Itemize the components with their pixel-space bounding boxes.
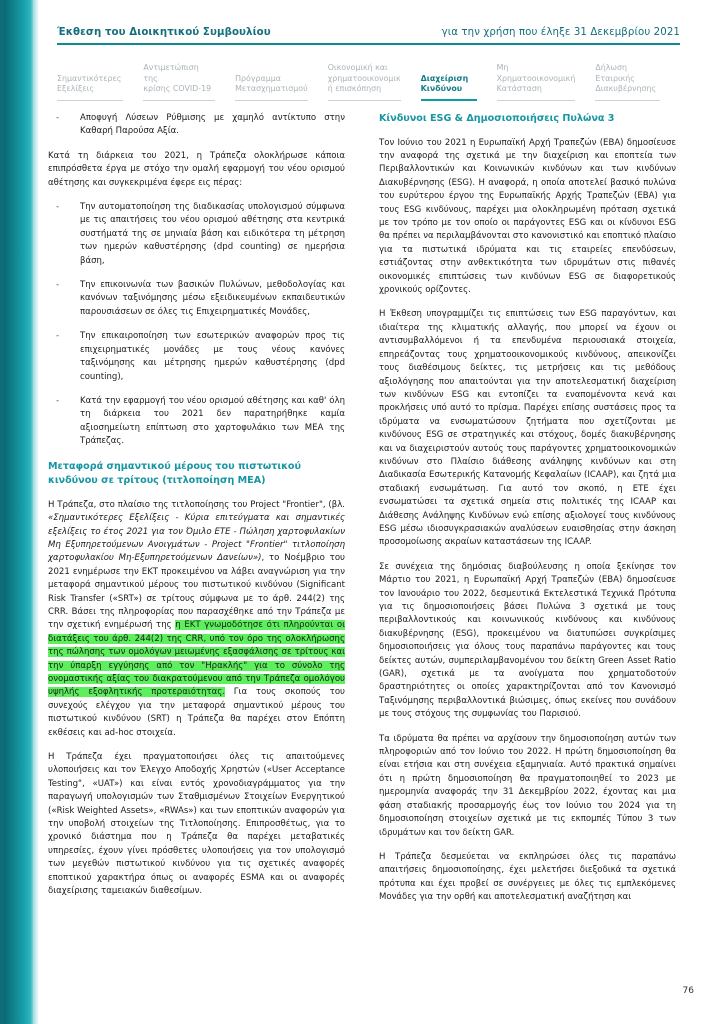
nav-item-risk-management[interactable]: [421, 71, 483, 101]
paragraph-esg-2: Η Έκθεση υπογραμμίζει τις επιπτώσεις των ESG παραγόντων, και ιδιαίτερα της κλιματικής αλλαγής, που μπορεί να έχουν οι αντισυμβαλλόμενοι ή τα επενδυμένα περιουσιακά στοιχεία, επηρεάζοντας τους χρηματοοικονομικούς κινδύνους, απεικονίζει τους διαθέσιμους δείκτες, τις μετρήσεις και τις μεθόδους αξιολόγησης που απαιτούνται για την αποτελεσματική διαχείριση των κινδύνων ESG και εντοπίζει τα εναπομένοντα κενά και προκλήσεις υπό αυτό το πρίσμα. Παρέχει επίσης συστάσεις προς τα ιδρύματα να ενσωματώσουν ζητήματα που σχετίζονται με κινδύνους ESG σε στρατηγικές και στόχους, δομές διακυβέρνησης και να διαχειριστούν αυτούς τους παράγοντες χρηματοοικονομικών κινδύνων στο Πλαίσιο διάθεσης ανάληψης κινδύνων και στη Διαδικασία Εσωτερικής Κατανομής Κεφαλαίων (ICAAP), και ζητά μια σταδιακή ενσωμάτωση. Για αυτό τον σκοπό, η ΕΤΕ έχει ενσωματώσει τα σχετικά σημεία στις πολιτικές της ICAAP και Διάθεσης Ανάληψης Κινδύνων ενώ επίσης αξιολογεί τους κινδύνους ESG μέσω ιδιοσυγκρασιακών αναλύσεων ευαισθησίας στην άσκηση προσομοίωσης ακραίων καταστάσεων της ICAAP.: [379, 309, 676, 548]
paragraph-intro: Κατά τη διάρκεια του 2021, η Τράπεζα ολοκλήρωσε κάποια επιπρόσθετα έργα με στόχο την ομαλή εφαρμογή του νέου ορισμού αθέτησης και συγκεκριμένα έφερε εις πέρας:: [48, 150, 345, 188]
frontier-text-b: , το Νοέμβριο του 2021 ενημέρωσε την ΕΚΤ προκειμένου να λάβει αναγνώριση για την μεταφορά σημαντικού μέρους του πιστωτικού κινδύνου (Significant Risk Transfer («SRT») σε τρίτους σύμφωνα με το άρθ. 244(2) της CRR. Βάσει της πληροφορίας που παρασχέθηκε από την Τράπεζα με την σχετική ενημέρωσή της: [48, 553, 345, 631]
paragraph-esg-5: Η Τράπεζα δεσμεύεται να εκπληρώσει όλες τις παραπάνω απαιτήσεις δημοσιοποίησης, έχει μελετήσει διεξοδικά τα σχετικά πρότυπα και έχει προβεί σε συνέργειες με όλες τις εμπλεκόμενες Μονάδες για την ορθή και αποτελεσματική αναζήτηση και: [379, 851, 676, 903]
section-heading-esg-pillar3: Κίνδυνοι ESG & Δημοσιοποιήσεις Πυλώνα 3: [379, 113, 615, 124]
header-divider: [57, 43, 680, 45]
paragraph-uat: Η Τράπεζα έχει πραγματοποιήσει όλες τις απαιτούμενες υλοποιήσεις και τον Έλεγχο Αποδοχής Χρηστών («User Acceptance Testing", «UAT») και είναι εντός χρονοδιαγράμματος για την παραγωγή υπολογισμών των Σταθμισμένων Στοιχείων Ενεργητικού («Risk Weighted Assets», «RWAs») και των εποπτικών αναφορών για την υποβολή στοιχείων της Τιτλοποίησης. Επιπροσθέτως, για το χρονικό διάστημα που η Τράπεζα θα παρέχει μεταβατικές υπηρεσίες, έχουν γίνει πρόσθετες υλοποιήσεις για τον υπολογισμό των μεγεθών πιστωτικού κινδύνου για τις σχετικές αναφορές εποπτικού χαρακτήρα όπως οι αναφορές ESMA και οι αναφορές διαχείρισης ταμειακών διαθεσίμων.: [48, 752, 345, 897]
nav-underline: [235, 100, 308, 101]
nav-item-significant-developments[interactable]: [57, 71, 129, 101]
nav-label-line1: Αντιμετώπιση της: [143, 63, 199, 83]
nav-label-line3: Κατάσταση: [496, 84, 542, 94]
nav-label-line2: χρηματοοικονομικ: [327, 73, 401, 83]
nav-item-financial-review[interactable]: [328, 63, 407, 101]
nav-item-covid-response[interactable]: [143, 63, 221, 101]
nav-label-line1: Δήλωση: [595, 63, 628, 72]
paragraph-esg-3: Σε συνέχεια της δημόσιας διαβούλευσης η οποία ξεκίνησε τον Μάρτιο του 2021, η Ευρωπαϊκή Αρχή Τραπεζών (ΕΒΑ) δημοσίευσε τον Ιανουάριο του 2022, δεσμευτικά Εκτελεστικά Τεχνικά Πρότυπα για τις δημοσιοποιήσεις βάσει Πυλώνα 3 σχετικά με τους περιβαλλοντικούς και κοινωνικούς κινδύνους και κινδύνους διακυβέρνησης (ESG), προκειμένου να διατυπώσει συγκρίσιμες δημοσιοποιήσεις για όλους τους παραπάνω παράγοντες και τους δείκτες αυτών, συμπεριλαμβανομένου του δείκτη Green Asset Ratio (GAR), σχετικά με τα ανοίγματα που χρηματοδοτούν δραστηριότητες οι οποίες χαρακτηρίζονται από τον Κανονισμό Ταξινόμησης περιβαλλοντικά βιώσιμες, όπως εκείνες που συνάδουν με τους στόχους της συμφωνίας του Παρισιού.: [379, 561, 676, 720]
frontier-text-c: Για τους σκοπούς του συνεχούς ελέγχου για την μεταφορά σημαντικού μέρους του πιστωτικού κινδύνου (SRT) η Τράπεζα θα παρέχει στον Επόπτη εκθέσεις και ad-hoc στοιχεία.: [48, 687, 345, 738]
nav-label-line1: Πρόγραμμα: [235, 73, 281, 83]
page-title: Έκθεση του Διοικητικού Συμβουλίου: [57, 27, 271, 38]
frontier-text-a: Η Τράπεζα, στο πλαίσιο της τιτλοποίησης του Project "Frontier", (βλ.: [48, 499, 345, 510]
nav-underline: [57, 100, 123, 101]
left-accent-bar-fade: [33, 0, 39, 1024]
nav-underline: [497, 100, 576, 101]
nav-label-line2: κρίσης COVID-19: [143, 84, 212, 94]
nav-label-line2: Κινδύνου: [420, 84, 463, 94]
nav-item-corporate-governance[interactable]: [595, 63, 666, 101]
left-text-column: [48, 112, 345, 899]
nav-label-line1: Διαχείριση: [420, 73, 469, 83]
section-heading-credit-risk-transfer: Μεταφορά σημαντικού μέρους του πιστωτικού κινδύνου σε τρίτους (τιτλοποίηση ΜΕΑ): [48, 460, 301, 487]
list-item: - Κατά την εφαρμογή του νέου ορισμού αθέτησης και καθ' όλη τη διάρκεια του 2021 δεν παρατηρήθηκε καμία αξιοσημείωτη επίπτωση στο χαρτοφυλάκιο των ΜΕΑ της Τράπεζας.: [48, 395, 345, 449]
list-item: - Την επικοινωνία των βασικών Πυλώνων, μεθοδολογίας και κανόνων ταξινόμησης μέσω εξειδικευμένων εκπαιδευτικών παρουσιάσεων σε όλες τις Επιχειρηματικές Μονάδες,: [48, 279, 345, 319]
paragraph-esg-4: Τα ιδρύματα θα πρέπει να αρχίσουν την δημοσιοποίηση αυτών των πληροφοριών από τον Ιούνιο του 2022. Η πρώτη δημοσιοποίηση θα είναι ετήσια και στη συνέχεια εξαμηνιαία. Αυτό πρακτικά σημαίνει ότι η πρώτη δημοσιοποίηση θα πραγματοποιηθεί το 2023 με ημερομηνία αναφοράς την 31 Δεκεμβρίου 2022, έχοντας και μια φάση σταδιακής προσαρμογής έως τον Ιούνιο του 2024 για τη δημοσιοποίηση στοιχείων σχετικά με τις εκπομπές Τύπου 3 των ιδρυμάτων και τον δείκτη GAR.: [379, 733, 676, 838]
nav-label-line1: Οικονομική και: [327, 63, 388, 72]
nav-underline: [143, 100, 215, 101]
section-nav: [57, 63, 680, 101]
bullet-list-top: [48, 112, 345, 139]
nav-underline: [328, 100, 401, 101]
nav-underline-active: [421, 99, 477, 101]
page-number: 76: [682, 986, 694, 996]
nav-label-line2: Εταιρικής: [595, 73, 635, 83]
header-row: [57, 27, 680, 43]
nav-label-line2: Μετασχηματισμού: [235, 84, 308, 94]
bullet-list-projects: [48, 201, 345, 449]
frontier-text-italic: «Σημαντικότερες Εξελίξεις - Κύρια επιτεύγματα και σημαντικές εξελίξεις το έτος 2021 για τον Όμιλο ΕΤΕ - Πώληση χαρτοφυλακίων Μη Εξυπηρετούμενων Ανοιγμάτων - Project "Frontier" τιτλοποίηση χαρτοφυλακίου Μη-Εξυπηρετούμενων Δανείων»): [48, 513, 345, 564]
paragraph-esg-1: Τον Ιούνιο του 2021 η Ευρωπαϊκή Αρχή Τραπεζών (ΕΒΑ) δημοσίευσε την αναφορά της σχετικά με την διαχείριση και εποπτεία των Περιβαλλοντικών και Κοινωνικών κινδύνων και των κινδύνων Διακυβέρνησης (ESG). Η αναφορά, η οποία αποτελεί βασικό πυλώνα του ευρύτερου έργου της Ευρωπαϊκής Αρχής Τραπεζών (ΕΒΑ) για τους ESG κινδύνους, παρέχει μια ολοκληρωμένη πρόταση σχετικά με τον τρόπο με τον οποίο οι παράγοντες ESG και οι κίνδυνοι ESG θα πρέπει να περιλαμβάνονται στο κανονιστικό και εποπτικό πλαίσιο για τα πιστωτικά ιδρύματα και τις εταιρείες επενδύσεων, εστιάζοντας στην ανθεκτικότητα των ιδρυμάτων στις πιθανές οικονομικές επιπτώσεις των κινδύνων ESG σε διαφορετικούς χρονικούς ορίζοντες.: [379, 137, 676, 296]
list-item: - Αποφυγή Λύσεων Ρύθμισης με χαμηλό αντίκτυπο στην Καθαρή Παρούσα Αξία.: [48, 112, 345, 139]
page-header: [57, 27, 680, 45]
list-item: - Την επικαιροποίηση των εσωτερικών αναφορών προς τις επιχειρηματικές μονάδες με τους νέους κανόνες ταξινόμησης και μέτρησης ημερών καθυστέρησης (dpd counting),: [48, 330, 345, 384]
paragraph-frontier: [48, 499, 345, 740]
nav-label-line2: Εξελίξεις: [57, 84, 94, 94]
highlighted-text-ecb-opinion: η ΕΚΤ γνωμοδότησε ότι πληρούνται οι διατάξεις του άρθ. 244(2) της CRR, υπό τον όρο της ολοκλήρωσης της πώλησης των ομολόγων μειωμένης εξασφάλισης σε τρίτους και την ύπαρξη εγγύησης από τον "Ηρακλής" για το σύνολο της ονομαστικής αξίας του διακρατούμενου από την Τράπεζα ομολόγου υψηλής εξοφλητικής προτεραιότητας.: [48, 620, 345, 698]
nav-label-line3: ή επισκόπηση: [327, 84, 382, 94]
nav-underline: [595, 100, 660, 101]
nav-label-line2: Χρηματοοικονομική: [496, 73, 576, 83]
header-period: για την χρήση που έληξε 31 Δεκεμβρίου 2021: [441, 27, 680, 38]
nav-label-line3: Διακυβέρνησης: [595, 84, 657, 94]
right-text-column: [379, 112, 676, 905]
nav-label-line1: Σημαντικότερες: [57, 73, 122, 83]
nav-label-line1: Μη: [496, 63, 509, 72]
left-accent-bar: [0, 0, 33, 1024]
nav-item-transformation-program[interactable]: [235, 71, 314, 101]
list-item: - Την αυτοματοποίηση της διαδικασίας υπολογισμού σύμφωνα με τις απαιτήσεις του νέου ορισμού αθέτησης στα κεντρικά συστήματά της σε μηνιαία βάση και ειδικότερα τη μέτρηση των ημερών καθυστέρησης (dpd counting) σε ημερήσια βάση,: [48, 201, 345, 268]
nav-item-non-financial-statement[interactable]: [497, 63, 582, 101]
